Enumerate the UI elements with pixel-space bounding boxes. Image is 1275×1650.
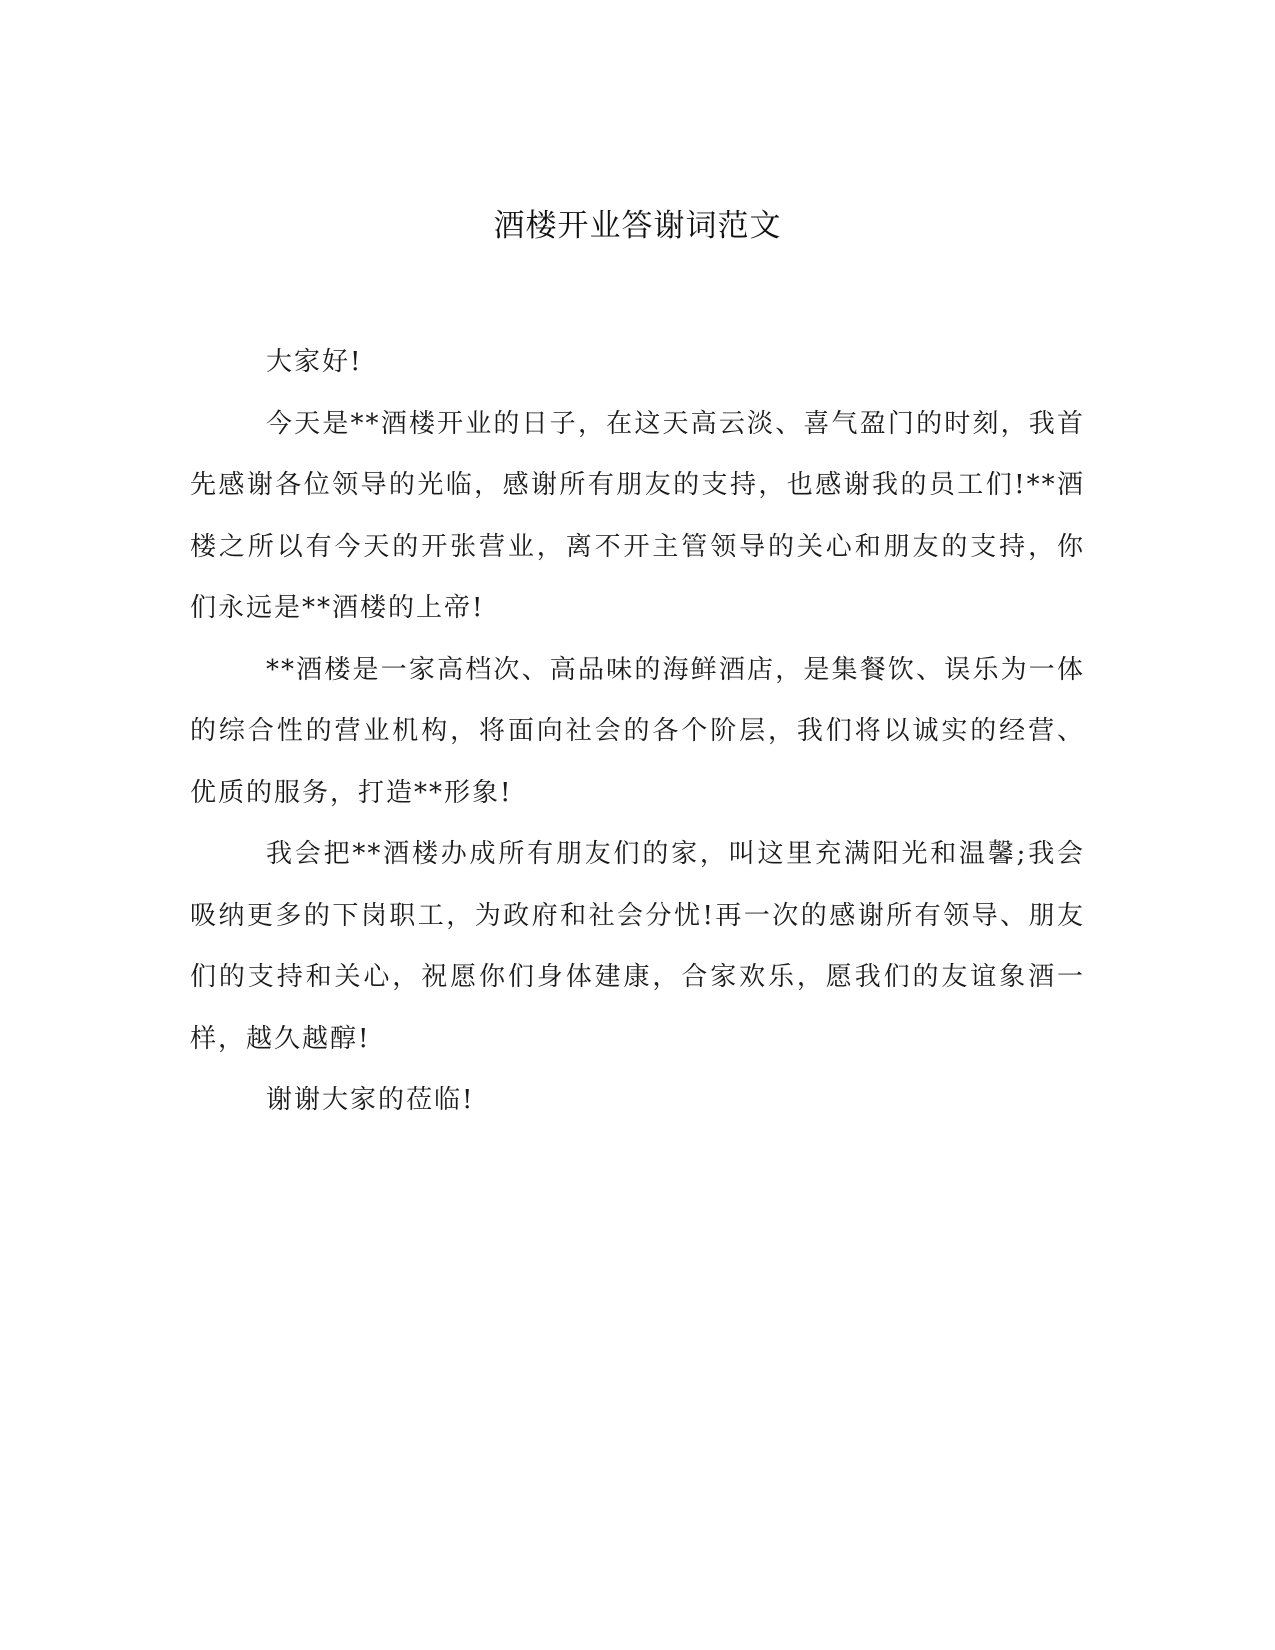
paragraph-greeting: 大家好! — [266, 347, 363, 377]
paragraph-closing: 谢谢大家的莅临! — [266, 1085, 475, 1115]
paragraph-opening-thanks: 今天是**酒楼开业的日子，在这天高云淡、喜气盈门的时刻，我首先感谢各位领导的光临，感谢所有朋友的支持，也感谢我的员工们!**酒楼之所以有今天的开张营业，离不开主管领导的关心和朋友的支持，你们永远是**酒楼的上帝! — [190, 408, 1085, 623]
paragraph-promise: 我会把**酒楼办成所有朋友们的家，叫这里充满阳光和温馨;我会吸纳更多的下岗职工，为政府和社会分忧!再一次的感谢所有领导、朋友们的支持和关心，祝愿你们身体建康，合家欢乐，愿我们的友谊象酒一样，越久越醇! — [190, 839, 1085, 1054]
paragraph-restaurant-intro: **酒楼是一家高档次、高品味的海鲜酒店，是集餐饮、误乐为一体的综合性的营业机构，将面向社会的各个阶层，我们将以诚实的经营、优质的服务，打造**形象! — [190, 654, 1085, 808]
document-body — [190, 332, 1085, 1132]
document-title: 酒楼开业答谢词范文 — [493, 208, 782, 244]
